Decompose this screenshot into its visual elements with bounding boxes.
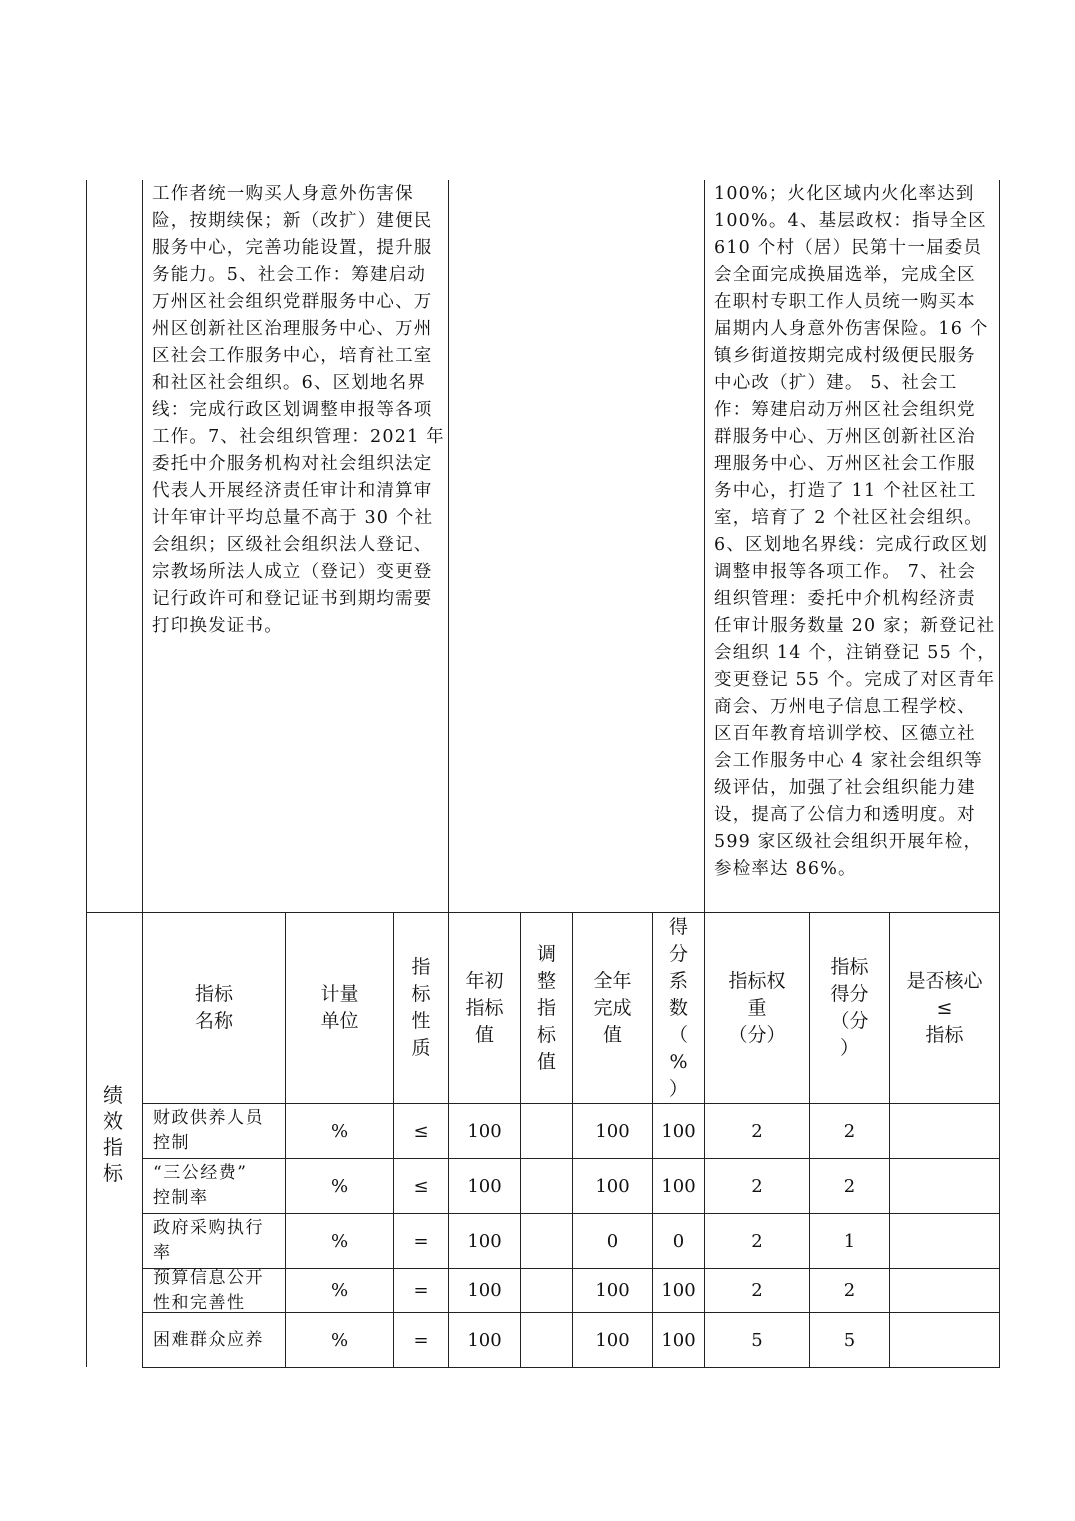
- coef-value: 100: [661, 1329, 696, 1351]
- table-cell-adjusted: [521, 1214, 572, 1268]
- plan-text-line: 委托中介服务机构对社会组织法定: [152, 454, 433, 474]
- result-text-line: 会工作服务中心 4 家社会组织等: [714, 751, 983, 771]
- score-value: 2: [843, 1120, 856, 1142]
- table-cell-nature: [394, 1214, 448, 1268]
- table-cell-unit: [286, 1269, 393, 1312]
- section-label-char: 效: [103, 1109, 123, 1133]
- unit-value: %: [330, 1230, 349, 1252]
- initial-value: 100: [467, 1329, 502, 1351]
- indicator-name-line: 控制率: [153, 1188, 209, 1208]
- table-cell-nature: [394, 1104, 448, 1158]
- header-unit-label: [320, 981, 358, 1035]
- header-core: [890, 913, 999, 1103]
- header-completed: [573, 913, 652, 1103]
- result-text-line: 100%；火化区域内火化率达到: [714, 184, 975, 204]
- table-cell-completed: [573, 1313, 652, 1367]
- table-cell-coef: [653, 1159, 704, 1213]
- plan-text-line: 工作者统一购买人身意外伤害保: [152, 184, 414, 204]
- table-cell-core: [890, 1214, 999, 1268]
- table-cell-nature: [394, 1313, 448, 1367]
- table-cell-unit: [286, 1313, 393, 1367]
- header-text: （分: [830, 1010, 869, 1032]
- table-cell-core: [890, 1104, 999, 1158]
- indicator-name-line: 控制: [153, 1133, 190, 1153]
- score-value: 1: [843, 1230, 856, 1252]
- indicator-name: [153, 1161, 247, 1211]
- header-text: %: [669, 1050, 688, 1073]
- header-text: 整: [536, 969, 556, 992]
- header-text: 性: [411, 1010, 431, 1032]
- unit-value: %: [330, 1120, 349, 1142]
- table-cell-completed: [573, 1214, 652, 1268]
- section-label-char: 绩: [103, 1083, 123, 1107]
- completed-value: 100: [595, 1120, 630, 1142]
- table-cell-adjusted: [521, 1313, 572, 1367]
- section-label: [100, 1082, 126, 1186]
- table-cell-name: [143, 1214, 285, 1268]
- result-text-line: 级评估，加强了社会组织能力建: [714, 778, 976, 798]
- header-name: [143, 913, 285, 1103]
- result-text-line: 组织管理：委托中介机构经济责: [714, 589, 976, 609]
- table-cell-name: [143, 1313, 285, 1367]
- table-cell-name: [143, 1104, 285, 1158]
- plan-text-line: 工作。7、社会组织管理：2021 年: [152, 427, 445, 447]
- header-adjusted: [521, 913, 572, 1103]
- header-text: 标: [536, 1023, 556, 1046]
- result-text-line: 中心改（扩）建。 5、社会工: [714, 373, 958, 393]
- table-cell-initial: [449, 1104, 520, 1158]
- initial-value: 100: [467, 1230, 502, 1252]
- header-name-label: [195, 981, 233, 1035]
- table-cell-score: [810, 1104, 889, 1158]
- section-label-char: 标: [103, 1161, 123, 1185]
- table-cell-initial: [449, 1269, 520, 1312]
- initial-value: 100: [467, 1175, 502, 1197]
- coef-value: 100: [661, 1175, 696, 1197]
- result-text-line: 变更登记 55 个。完成了对区青年: [714, 670, 996, 690]
- initial-value: 100: [467, 1280, 502, 1301]
- result-text-line: 设，提高了公信力和透明度。对: [714, 805, 976, 825]
- unit-value: %: [330, 1175, 349, 1197]
- header-text: 得分: [830, 983, 869, 1005]
- header-text: 数: [668, 996, 688, 1019]
- weight-value: 2: [751, 1175, 763, 1197]
- indicator-name-line: 困难群众应养: [153, 1329, 264, 1350]
- indicator-name: [153, 1328, 264, 1353]
- initial-value: 100: [467, 1120, 502, 1142]
- nature-value: ≤: [413, 1120, 429, 1142]
- completed-value: 100: [595, 1175, 630, 1197]
- header-text: 质: [411, 1037, 431, 1059]
- result-text-line: 610 个村（居）民第十一届委员: [714, 238, 983, 258]
- header-text: 计量: [320, 983, 359, 1005]
- header-weight: [705, 913, 809, 1103]
- weight-value: 2: [751, 1120, 763, 1142]
- result-text-line: 室，培育了 2 个社区社会组织。: [714, 508, 983, 528]
- table-cell-core: [890, 1313, 999, 1367]
- table-cell-coef: [653, 1313, 704, 1367]
- nature-value: ≤: [413, 1175, 429, 1197]
- plan-text-line: 服务中心，完善功能设置，提升服: [152, 238, 433, 258]
- table-cell-initial: [449, 1313, 520, 1367]
- table-cell-coef: [653, 1214, 704, 1268]
- header-score: [810, 913, 889, 1103]
- header-text: ）: [668, 1077, 688, 1100]
- table-cell-nature: [394, 1159, 448, 1213]
- weight-value: 5: [751, 1329, 763, 1351]
- table-cell-adjusted: [521, 1269, 572, 1312]
- nature-value: =: [413, 1280, 429, 1301]
- header-text: 系: [668, 969, 688, 992]
- upper-divider-line-3: [704, 180, 705, 913]
- plan-text-line: 会组织；区级社会组织法人登记、: [152, 535, 433, 555]
- header-text: 值: [474, 1023, 494, 1046]
- completed-value: 100: [595, 1280, 630, 1301]
- nature-value: =: [413, 1230, 429, 1252]
- coef-value: 0: [672, 1230, 685, 1252]
- table-cell-score: [810, 1313, 889, 1367]
- result-text-line: 区百年教育培训学校、区德立社: [714, 724, 976, 744]
- weight-value: 2: [751, 1280, 763, 1301]
- indicator-name-line: 政府采购执行: [153, 1218, 264, 1238]
- table-cell-adjusted: [521, 1159, 572, 1213]
- table-cell-adjusted: [521, 1104, 572, 1158]
- result-text-line: 理服务中心、万州区社会工作服: [714, 454, 976, 474]
- header-text: 指标: [465, 996, 504, 1019]
- score-value: 2: [843, 1175, 856, 1197]
- indicator-name-line: 财政供养人员: [153, 1108, 264, 1128]
- unit-value: %: [330, 1329, 349, 1351]
- upper-divider-line-4: [999, 180, 1000, 913]
- header-text: 分: [668, 942, 688, 965]
- completed-value: 0: [606, 1230, 619, 1252]
- plan-text-line: 宗教场所法人成立（登记）变更登: [152, 562, 433, 582]
- plan-text-line: 代表人开展经济责任审计和清算审: [152, 481, 433, 501]
- header-text: 得: [668, 915, 688, 938]
- table-cell-weight: [705, 1214, 809, 1268]
- upper-divider-line-2: [448, 180, 449, 913]
- header-text: 指标: [925, 1023, 964, 1046]
- plan-text-line: 和社区社会组织。6、区划地名界: [152, 373, 427, 393]
- header-score-label: [830, 954, 868, 1062]
- result-text-line: 群服务中心、万州区创新社区治: [714, 427, 976, 447]
- table-cell-unit: [286, 1104, 393, 1158]
- header-text: （分）: [728, 1023, 786, 1046]
- header-nature: [394, 913, 448, 1103]
- result-text-line: 会全面完成换届选举，完成全区: [714, 265, 976, 285]
- header-text: ≤: [936, 996, 953, 1019]
- result-text-line: 届期内人身意外伤害保险。16 个: [714, 319, 989, 339]
- result-text: [714, 181, 996, 883]
- table-cell-weight: [705, 1313, 809, 1367]
- header-text: 完成: [593, 996, 632, 1019]
- header-text: 标: [411, 983, 431, 1005]
- table-cell-coef: [653, 1269, 704, 1312]
- header-coef-label: [669, 914, 688, 1103]
- plan-text-line: 记行政许可和登记证书到期均需要: [152, 589, 433, 609]
- table-cell-score: [810, 1159, 889, 1213]
- weight-value: 2: [751, 1230, 763, 1252]
- table-cell-completed: [573, 1159, 652, 1213]
- header-nature-label: [411, 954, 430, 1062]
- plan-text-line: 计年审计平均总量不高于 30 个社: [152, 508, 434, 528]
- indicator-name-line: “三公经费”: [153, 1163, 248, 1183]
- coef-value: 100: [661, 1120, 696, 1142]
- result-text-line: 调整申报等各项工作。 7、社会: [714, 562, 977, 582]
- result-text-line: 参检率达 86%。: [714, 859, 857, 879]
- upper-divider-line-1: [142, 180, 143, 913]
- plan-text-line: 险，按期续保；新（改扩）建便民: [152, 211, 433, 231]
- header-coef: [653, 913, 704, 1103]
- table-cell-score: [810, 1269, 889, 1312]
- result-text-line: 务中心，打造了 11 个社区社工: [714, 481, 977, 501]
- header-text: 指: [536, 996, 556, 1019]
- result-text-line: 镇乡街道按期完成村级便民服务: [714, 346, 976, 366]
- table-cell-completed: [573, 1269, 652, 1312]
- table-cell-name: [143, 1159, 285, 1213]
- score-value: 2: [843, 1280, 856, 1301]
- table-cell-coef: [653, 1104, 704, 1158]
- header-text: 指标: [194, 983, 233, 1005]
- table-cell-core: [890, 1159, 999, 1213]
- header-text: 指标: [830, 956, 869, 978]
- header-weight-label: [728, 968, 785, 1049]
- table-cell-initial: [449, 1159, 520, 1213]
- result-text-line: 作：筹建启动万州区社会组织党: [714, 400, 976, 420]
- table-cell-weight: [705, 1104, 809, 1158]
- score-value: 5: [843, 1329, 856, 1351]
- table-cell-weight: [705, 1159, 809, 1213]
- plan-text-line: 打印换发证书。: [152, 616, 283, 636]
- plan-text: [152, 181, 445, 640]
- plan-text-line: 州区创新社区治理服务中心、万州: [152, 319, 433, 339]
- table-cell-score: [810, 1214, 889, 1268]
- table-bottom-line: [142, 1367, 1000, 1368]
- result-text-line: 100%。4、基层政权：指导全区: [714, 211, 987, 231]
- section-label-char: 指: [103, 1135, 123, 1159]
- header-initial: [449, 913, 520, 1103]
- unit-value: %: [330, 1280, 349, 1301]
- coef-value: 100: [661, 1280, 696, 1301]
- header-unit: [286, 913, 393, 1103]
- indicator-name-line: 性和完善性: [153, 1292, 246, 1313]
- table-column-line-10: [999, 912, 1000, 1367]
- indicator-name: [153, 1216, 264, 1266]
- table-cell-weight: [705, 1269, 809, 1312]
- header-text: 是否核心: [906, 969, 983, 992]
- result-text-line: 任审计服务数量 20 家；新登记社: [714, 616, 996, 636]
- table-cell-name: [143, 1269, 285, 1312]
- indicator-name-line: 率: [153, 1243, 172, 1263]
- result-text-line: 在职村专职工作人员统一购买本: [714, 292, 976, 312]
- nature-value: =: [413, 1329, 429, 1351]
- table-cell-unit: [286, 1159, 393, 1213]
- header-completed-label: [593, 968, 631, 1049]
- header-text: 单位: [320, 1010, 359, 1032]
- indicator-name-line: 预算信息公开: [153, 1267, 264, 1288]
- table-cell-completed: [573, 1104, 652, 1158]
- table-cell-core: [890, 1269, 999, 1312]
- left-border-line: [86, 180, 87, 1367]
- header-text: （: [668, 1023, 688, 1046]
- header-text: ）: [839, 1037, 859, 1059]
- plan-text-line: 万州区社会组织党群服务中心、万: [152, 292, 433, 312]
- table-cell-initial: [449, 1214, 520, 1268]
- header-initial-label: [465, 968, 503, 1049]
- header-text: 年初: [465, 969, 504, 992]
- header-text: 名称: [194, 1010, 233, 1032]
- header-core-label: [906, 968, 982, 1049]
- header-text: 调: [536, 942, 556, 965]
- header-text: 指标权: [728, 969, 786, 992]
- result-text-line: 会组织 14 个，注销登记 55 个，: [714, 643, 997, 663]
- plan-text-line: 区社会工作服务中心，培育社工室: [152, 346, 433, 366]
- indicator-name: [153, 1106, 264, 1156]
- header-text: 值: [536, 1050, 556, 1073]
- result-text-line: 商会、万州电子信息工程学校、: [714, 697, 976, 717]
- header-adjusted-label: [537, 941, 556, 1076]
- header-text: 指: [411, 956, 431, 978]
- header-text: 全年: [593, 969, 632, 992]
- result-text-line: 6、区划地名界线：完成行政区划: [714, 535, 989, 555]
- completed-value: 100: [595, 1329, 630, 1351]
- table-cell-unit: [286, 1214, 393, 1268]
- indicator-name: [153, 1266, 264, 1316]
- result-text-line: 599 家区级社会组织开展年检，: [714, 832, 983, 852]
- header-text: 重: [747, 996, 767, 1019]
- plan-text-line: 线：完成行政区划调整申报等各项: [152, 400, 433, 420]
- plan-text-line: 务能力。5、社会工作：筹建启动: [152, 265, 427, 285]
- header-text: 值: [602, 1023, 622, 1046]
- table-cell-nature: [394, 1269, 448, 1312]
